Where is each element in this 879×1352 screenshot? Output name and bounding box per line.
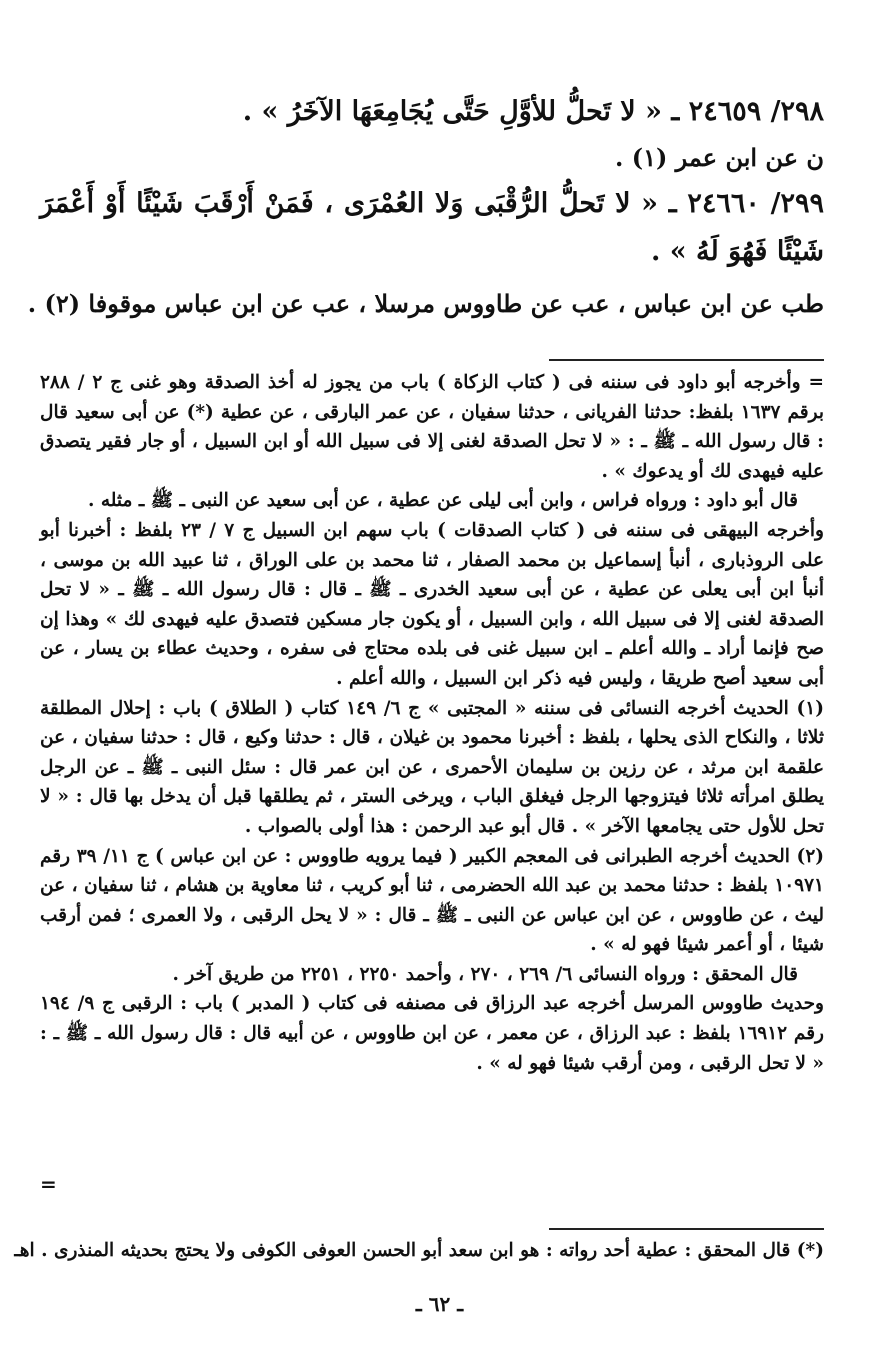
continuation-mark: = — [40, 1172, 57, 1196]
star-footnote: (*) قال المحقق : عطية أحد رواته : هو ابن سعد أبو الحسن العوفى الكوفى ولا يحتج بحديثه المنذرى . اهـ — [14, 1240, 824, 1261]
footnote-2-continued: وحديث طاووس المرسل أخرجه عبد الرزاق فى مصنفه فى كتاب ( المدبر ) باب : الرقبى ج ٩/ ١٩٤ رقم ١٦٩١٢ بلفظ : عبد الرزاق ، عن معمر ، عن ابن طاووس ، عن أبيه قال : قال رسول الله ـ ﷺ ـ : « لا تحل الرقبى ، ومن أرقب شيئا فهو له » . — [40, 993, 824, 1074]
hadith-299-source: طب عن ابن عباس ، عب عن طاووس مرسلا ، عب عن ابن عباس موقوفا (٢) . — [27, 289, 824, 318]
footnote-continuation-2: قال أبو داود : ورواه فراس ، وابن أبى ليلى عن عطية ، عن أبى سعيد عن النبى ـ ﷺ ـ مثله . — [87, 490, 798, 512]
footnote-1: (١) الحديث أخرجه النسائى فى سننه « المجتبى » ج ٦/ ١٤٩ كتاب ( الطلاق ) باب : إحلال المطلقة ثلاثا ، والنكاح الذى يحلها ، بلفظ : أخبرنا محمود بن غيلان ، قال : حدثنا وكيع ، قال : حدثنا سفيان ، عن علقمة ابن مرثد ، عن رزين بن سليمان الأحمرى ، عن ابن عمر قال : سئل النبى ـ ﷺ ـ عن الرجل يطلق امرأته ثلاثا فيتزوجها الرجل فيغلق الباب ، ويرخى الستر ، ثم يطلقها قبل أن يدخل بها قال : « لا تحل للأول حتى يجامعها الآخر » . قال أبو عبد الرحمن : هذا أولى بالصواب . — [40, 697, 824, 837]
footnotes — [40, 368, 824, 1078]
footnote-2: (٢) الحديث أخرجه الطبرانى فى المعجم الكبير ( فيما يرويه طاووس : عن ابن عباس ) ج ١١/ ٣٩ رقم ١٠٩٧١ بلفظ : حدثنا محمد بن عبد الله الحضرمى ، ثنا أبو كريب ، ثنا معاوية بن هشام ، ثنا سفيان ، عن ليث ، عن طاووس ، عن ابن عباس عن النبى ـ ﷺ ـ قال : « لا يحل الرقبى ، ولا العمرى ؛ فمن أرقب شيئا ، أو أعمر شيئا فهو له » . — [40, 845, 825, 956]
main-text — [27, 88, 824, 326]
footnote-separator — [549, 359, 824, 361]
star-note-separator — [549, 1228, 824, 1230]
page-number: ـ ٦٢ ـ — [415, 1292, 464, 1316]
footnote-continuation-1: = وأخرجه أبو داود فى سننه فى ( كتاب الزكاة ) باب من يجوز له أخذ الصدقة وهو غنى ج ٢ / ٢٨٨ برقم ١٦٣٧ بلفظ: حدثنا الفريانى ، حدثنا سفيان ، عن عمر البارقى ، عن عطية (*) عن أبى سعيد قال : قال رسول الله ـ ﷺ ـ : « لا تحل الصدقة لغنى إلا فى سبيل الله أو ابن السبيل ، أو جار فقير يتصدق عليه فيهدى لك أو يدعوك » . — [40, 372, 824, 482]
hadith-298-source: ن عن ابن عمر (١) . — [614, 143, 824, 172]
hadith-298: ٢٩٨/ ٢٤٦٥٩ ـ « لا تَحلُّ للأوَّلِ حَتَّى يُجَامِعَهَا الآخَرُ » . — [242, 96, 824, 127]
hadith-299: ٢٩٩/ ٢٤٦٦٠ ـ « لا تَحلُّ الرُّقْبَى وَلا العُمْرَى ، فَمَنْ أَرْقَبَ شَيْئًا أَوْ أَعْمَرَ شَيْئًا فَهُوَ لَهُ » . — [40, 188, 824, 267]
footnote-continuation-3: وأخرجه البيهقى فى سننه فى ( كتاب الصدقات ) باب سهم ابن السبيل ج ٧ / ٢٣ بلفظ : أخبرنا أبو على الروذبارى ، أنبأ إسماعيل بن محمد الصفار ، ثنا محمد بن على الوراق ، ثنا عبيد الله بن موسى ، أنبأ ابن أبى يعلى عن عطية ، عن أبى سعيد الخدرى ـ ﷺ ـ قال : قال رسول الله ـ ﷺ ـ « لا تحل الصدقة لغنى إلا فى سبيل الله ، وابن السبيل ، أو يكون جار مسكين فتصدق عليه فيهدى لك » وهذا إن صح فإنما أراد ـ والله أعلم ـ ابن سبيل غنى فى بلده محتاج فى سفره ، وحديث عطاء بن يسار ، عن أبى سعيد أصح طريقا ، وليس فيه ذكر ابن السبيل ، والله أعلم . — [40, 519, 824, 689]
footnote-2-note: قال المحقق : ورواه النسائى ٦/ ٢٦٩ ، ٢٧٠ ، وأحمد ٢٢٥٠ ، ٢٢٥١ من طريق آخر . — [172, 963, 798, 985]
